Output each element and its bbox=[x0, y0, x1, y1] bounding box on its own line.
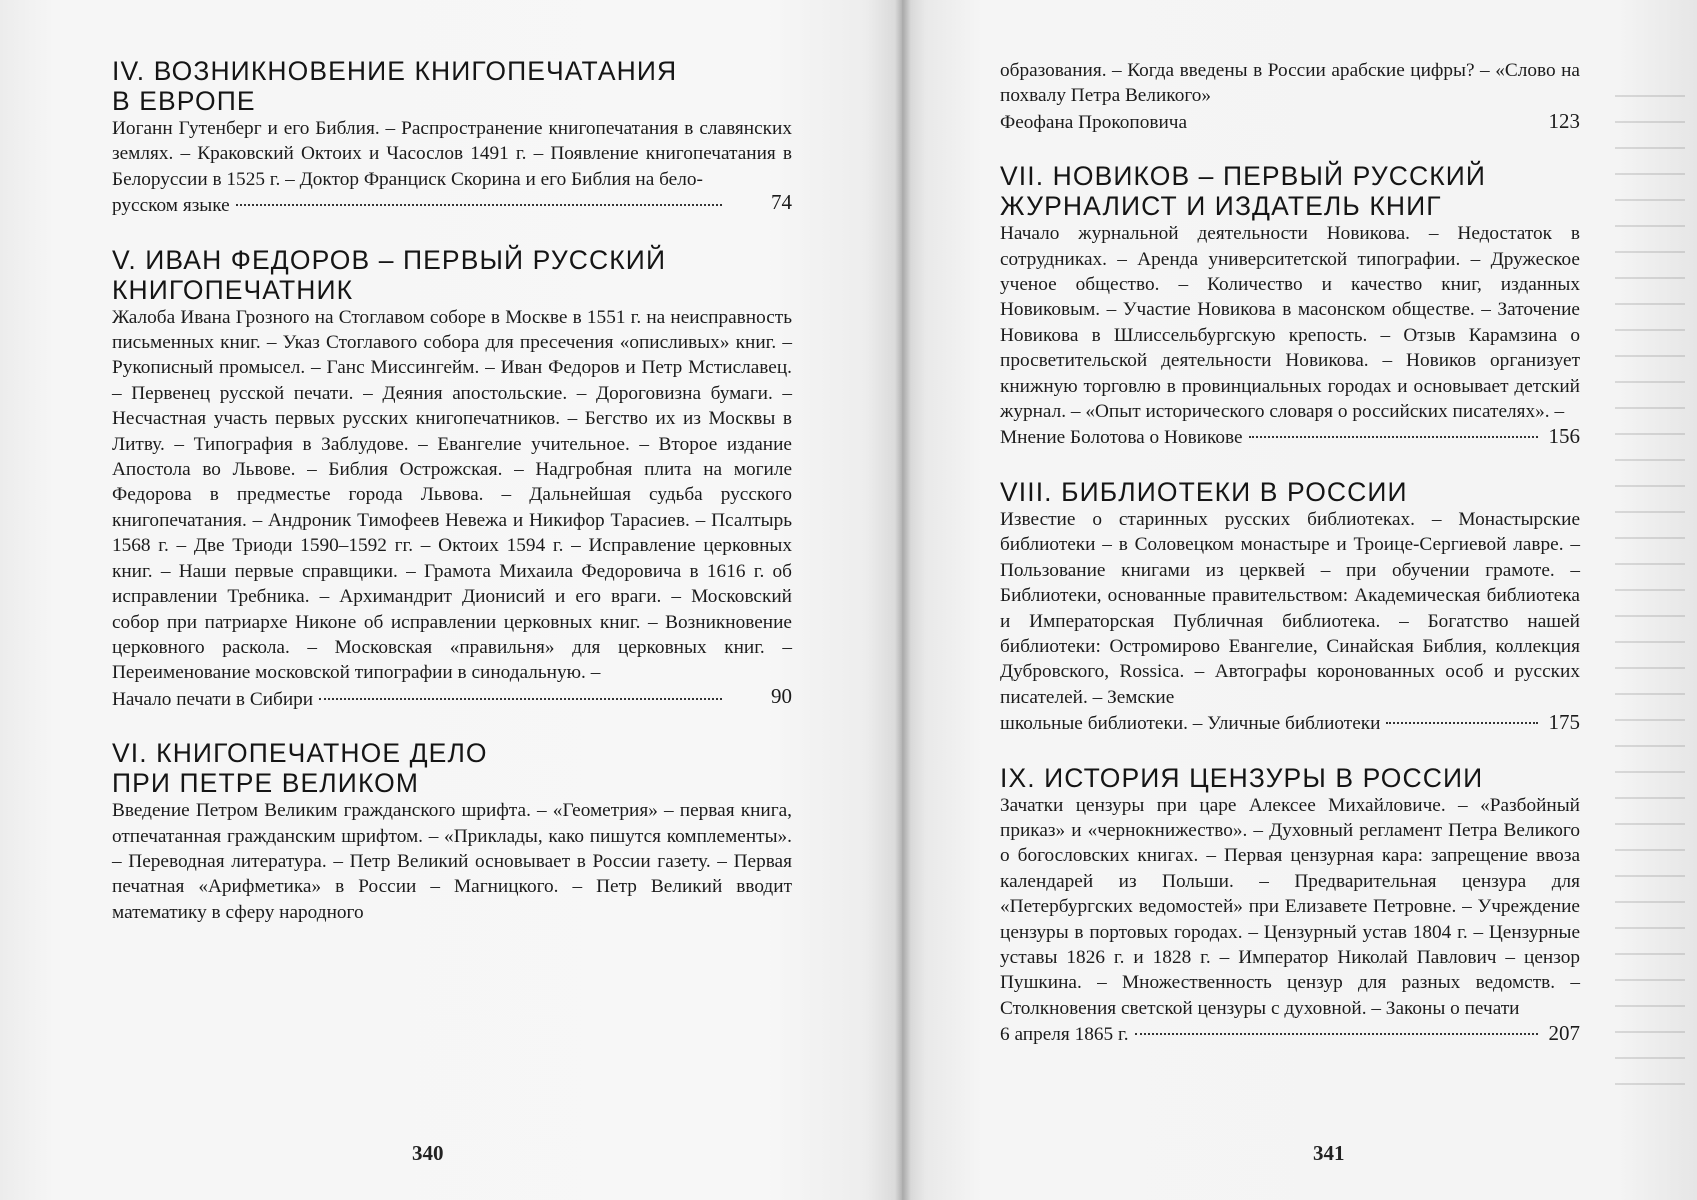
toc-last-line: русском языке bbox=[112, 195, 230, 217]
toc-page-number: 123 bbox=[1548, 108, 1580, 133]
toc-last-line: Феофана Прокоповича bbox=[1000, 111, 1188, 133]
toc-page-number: 156 bbox=[1548, 424, 1580, 449]
toc-last-line: Мнение Болотова о Новикове bbox=[1000, 427, 1243, 449]
toc-heading bbox=[1000, 763, 1580, 793]
book-gutter bbox=[895, 0, 911, 1200]
toc-entry-v bbox=[112, 245, 792, 713]
toc-entry-vi bbox=[112, 738, 792, 925]
toc-leader-line bbox=[112, 192, 792, 218]
toc-description: Жалоба Ивана Грозного на Стоглавом соборе в Москве в 1551 г. на неисправность письменных книг. – Указ Стоглавого собора для пресечения «описливых» книг. – Рукописный промысел. – Ганс Миссингейм. – Иван Федоров и Петр Мстиславец. – Первенец русской печати. – Деяния апостольские. – Дороговизна бумаги. – Несчастная участь первых русских книгопечатников. – Бегство их из Москвы в Литву. – Типография в Заблудове. – Евангелие учительное. – Второе издание Апостола во Львове. – Библия Острожская. – Надгробная плита на могиле Федорова в предместье города Львова. – Дальнейшая судьба русского книгопечатания. – Андроник Тимофеев Невежа и Никифор Тарасиев. – Псалтырь 1568 г. – Две Триоди 1590–1592 гг. – Октоих 1594 г. – Исправление церковных книг. – Наши первые справщики. – Грамота Михаила Федоровича в 1616 г. об исправлении Требника. – Архимандрит Дионисий и его враги. – Московский собор при патриархе Никоне об исправлении церковных книг. – Возникновение церковного раскола. – Московская «правильня» для церковных книг. – Переименование московской типографии в синодальную. – bbox=[112, 306, 792, 684]
heading-line: IV. ВОЗНИКНОВЕНИЕ КНИГОПЕЧАТАНИЯ bbox=[112, 56, 678, 86]
toc-page-number: 207 bbox=[1548, 1021, 1580, 1046]
heading-line: КНИГОПЕЧАТНИК bbox=[112, 274, 354, 305]
dot-leader bbox=[1386, 722, 1538, 724]
toc-last-line: Начало печати в Сибири bbox=[112, 688, 314, 710]
toc-entry-iv bbox=[112, 56, 792, 219]
toc-heading bbox=[112, 245, 792, 305]
dot-leader bbox=[319, 698, 722, 700]
toc-leader-line bbox=[1000, 424, 1580, 450]
heading-line: ЖУРНАЛИСТ И ИЗДАТЕЛЬ КНИГ bbox=[1000, 191, 1442, 222]
toc-leader-line bbox=[112, 683, 792, 712]
toc-description: Иоганн Гутенберг и его Библия. – Распространение книгопечатания в славянских землях. – Краковский Октоих и Часослов 1491 г. – Появление книгопечатания в Белоруссии в 1525 г. – Доктор Франциск Скорина и его Библия на бело- bbox=[112, 118, 792, 190]
toc-page-number: 90 bbox=[771, 683, 792, 708]
page-number-right: 341 bbox=[1313, 1141, 1345, 1165]
toc-page-number: 175 bbox=[1548, 710, 1580, 735]
show-through-text bbox=[1615, 95, 1685, 1095]
toc-last-line: школьные библиотеки. – Уличные библиотеки bbox=[1000, 713, 1381, 735]
left-toc-column bbox=[112, 56, 792, 925]
toc-heading bbox=[1000, 161, 1580, 221]
heading-line: В ЕВРОПЕ bbox=[112, 86, 256, 116]
heading-line: VI. КНИГОПЕЧАТНОЕ ДЕЛО bbox=[112, 738, 488, 769]
toc-description: образования. – Когда введены в России арабские цифры? – «Слово на похвалу Петра Великого» bbox=[1000, 60, 1580, 107]
heading-line: IX. ИСТОРИЯ ЦЕНЗУРЫ В РОССИИ bbox=[1000, 762, 1484, 793]
toc-entry-ix bbox=[1000, 763, 1580, 1048]
toc-last-line: 6 апреля 1865 г. bbox=[1000, 1024, 1129, 1046]
toc-heading bbox=[1000, 477, 1580, 507]
heading-line: VII. НОВИКОВ – ПЕРВЫЙ РУССКИЙ bbox=[1000, 161, 1487, 192]
toc-entry-vii bbox=[1000, 161, 1580, 451]
toc-description: Известие о старинных русских библиотеках. – Монастырские библиотеки – в Соловецком монастыре и Троице-Сергиевой лавре. – Пользование книгами из церквей – при обучении грамоте. – Библиотеки, основанные правительством: Академическая библиотека и Императорская Публичная библиотека. – Богатство нашей библиотеки: Остромирово Евангелие, Синайская Библия, коллекция Дубровского, Rossica. – Автографы коронованных особ и русских писателей. – Земские bbox=[1000, 508, 1580, 708]
right-toc-column bbox=[1000, 58, 1580, 1048]
dot-leader bbox=[1135, 1033, 1538, 1035]
toc-entry-viii bbox=[1000, 477, 1580, 737]
dot-leader bbox=[236, 204, 722, 206]
page-number-left: 340 bbox=[412, 1141, 444, 1165]
toc-leader-line bbox=[1000, 1021, 1580, 1047]
toc-description: Введение Петром Великим гражданского шрифта. – «Геометрия» – первая книга, отпечатанная гражданским шрифтом. – «Приклады, како пишутся комплементы». – Переводная литература. – Петр Великий основывает в России газету. – Первая печатная «Арифметика» в России – Магницкого. – Петр Великий вводит математику в сферу народного bbox=[112, 800, 792, 923]
toc-heading bbox=[112, 56, 792, 116]
toc-description: Зачатки цензуры при царе Алексее Михайловиче. – «Разбойный приказ» и «чернокнижество». – Духовный регламент Петра Великого о богословских книгах. – Первая цензурная кара: запрещение ввоза календарей из Польши. – Предварительная цензура для «Петербургских ведомостей» при Елизавете Петровне. – Учреждение цензуры в портовых городах. – Цензурный устав 1804 г. – Цензурные уставы 1826 г. и 1828 г. – Император Николай Павлович – цензор Пушкина. – Множественность цензур для разных ведомств. – Столкновения светской цензуры с духовной. – Законы о печати bbox=[1000, 794, 1580, 1019]
toc-description: Начало журнальной деятельности Новикова. – Недостаток в сотрудниках. – Аренда университетской типографии. – Дружеское ученое общество. – Количество и качество книг, изданных Новиковым. – Участие Новикова в масонском обществе. – Заточение Новикова в Шлиссельбургскую крепость. – Отзыв Карамзина о просветительской деятельности Новикова. – Новиков организует книжную торговлю в провинциальных городах и основывает детский журнал. – «Опыт исторического словаря о российских писателях». – bbox=[1000, 223, 1580, 423]
toc-page-number: 74 bbox=[771, 190, 792, 215]
heading-line: VIII. БИБЛИОТЕКИ В РОССИИ bbox=[1000, 476, 1408, 507]
toc-leader-line bbox=[1000, 710, 1580, 736]
dot-leader bbox=[1249, 436, 1538, 438]
heading-line: V. ИВАН ФЕДОРОВ – ПЕРВЫЙ РУССКИЙ bbox=[112, 244, 667, 275]
toc-entry-vi-continued bbox=[1000, 58, 1580, 135]
toc-heading bbox=[112, 738, 792, 798]
toc-leader-line bbox=[1000, 109, 1580, 135]
heading-line: ПРИ ПЕТРЕ ВЕЛИКОМ bbox=[112, 768, 420, 799]
